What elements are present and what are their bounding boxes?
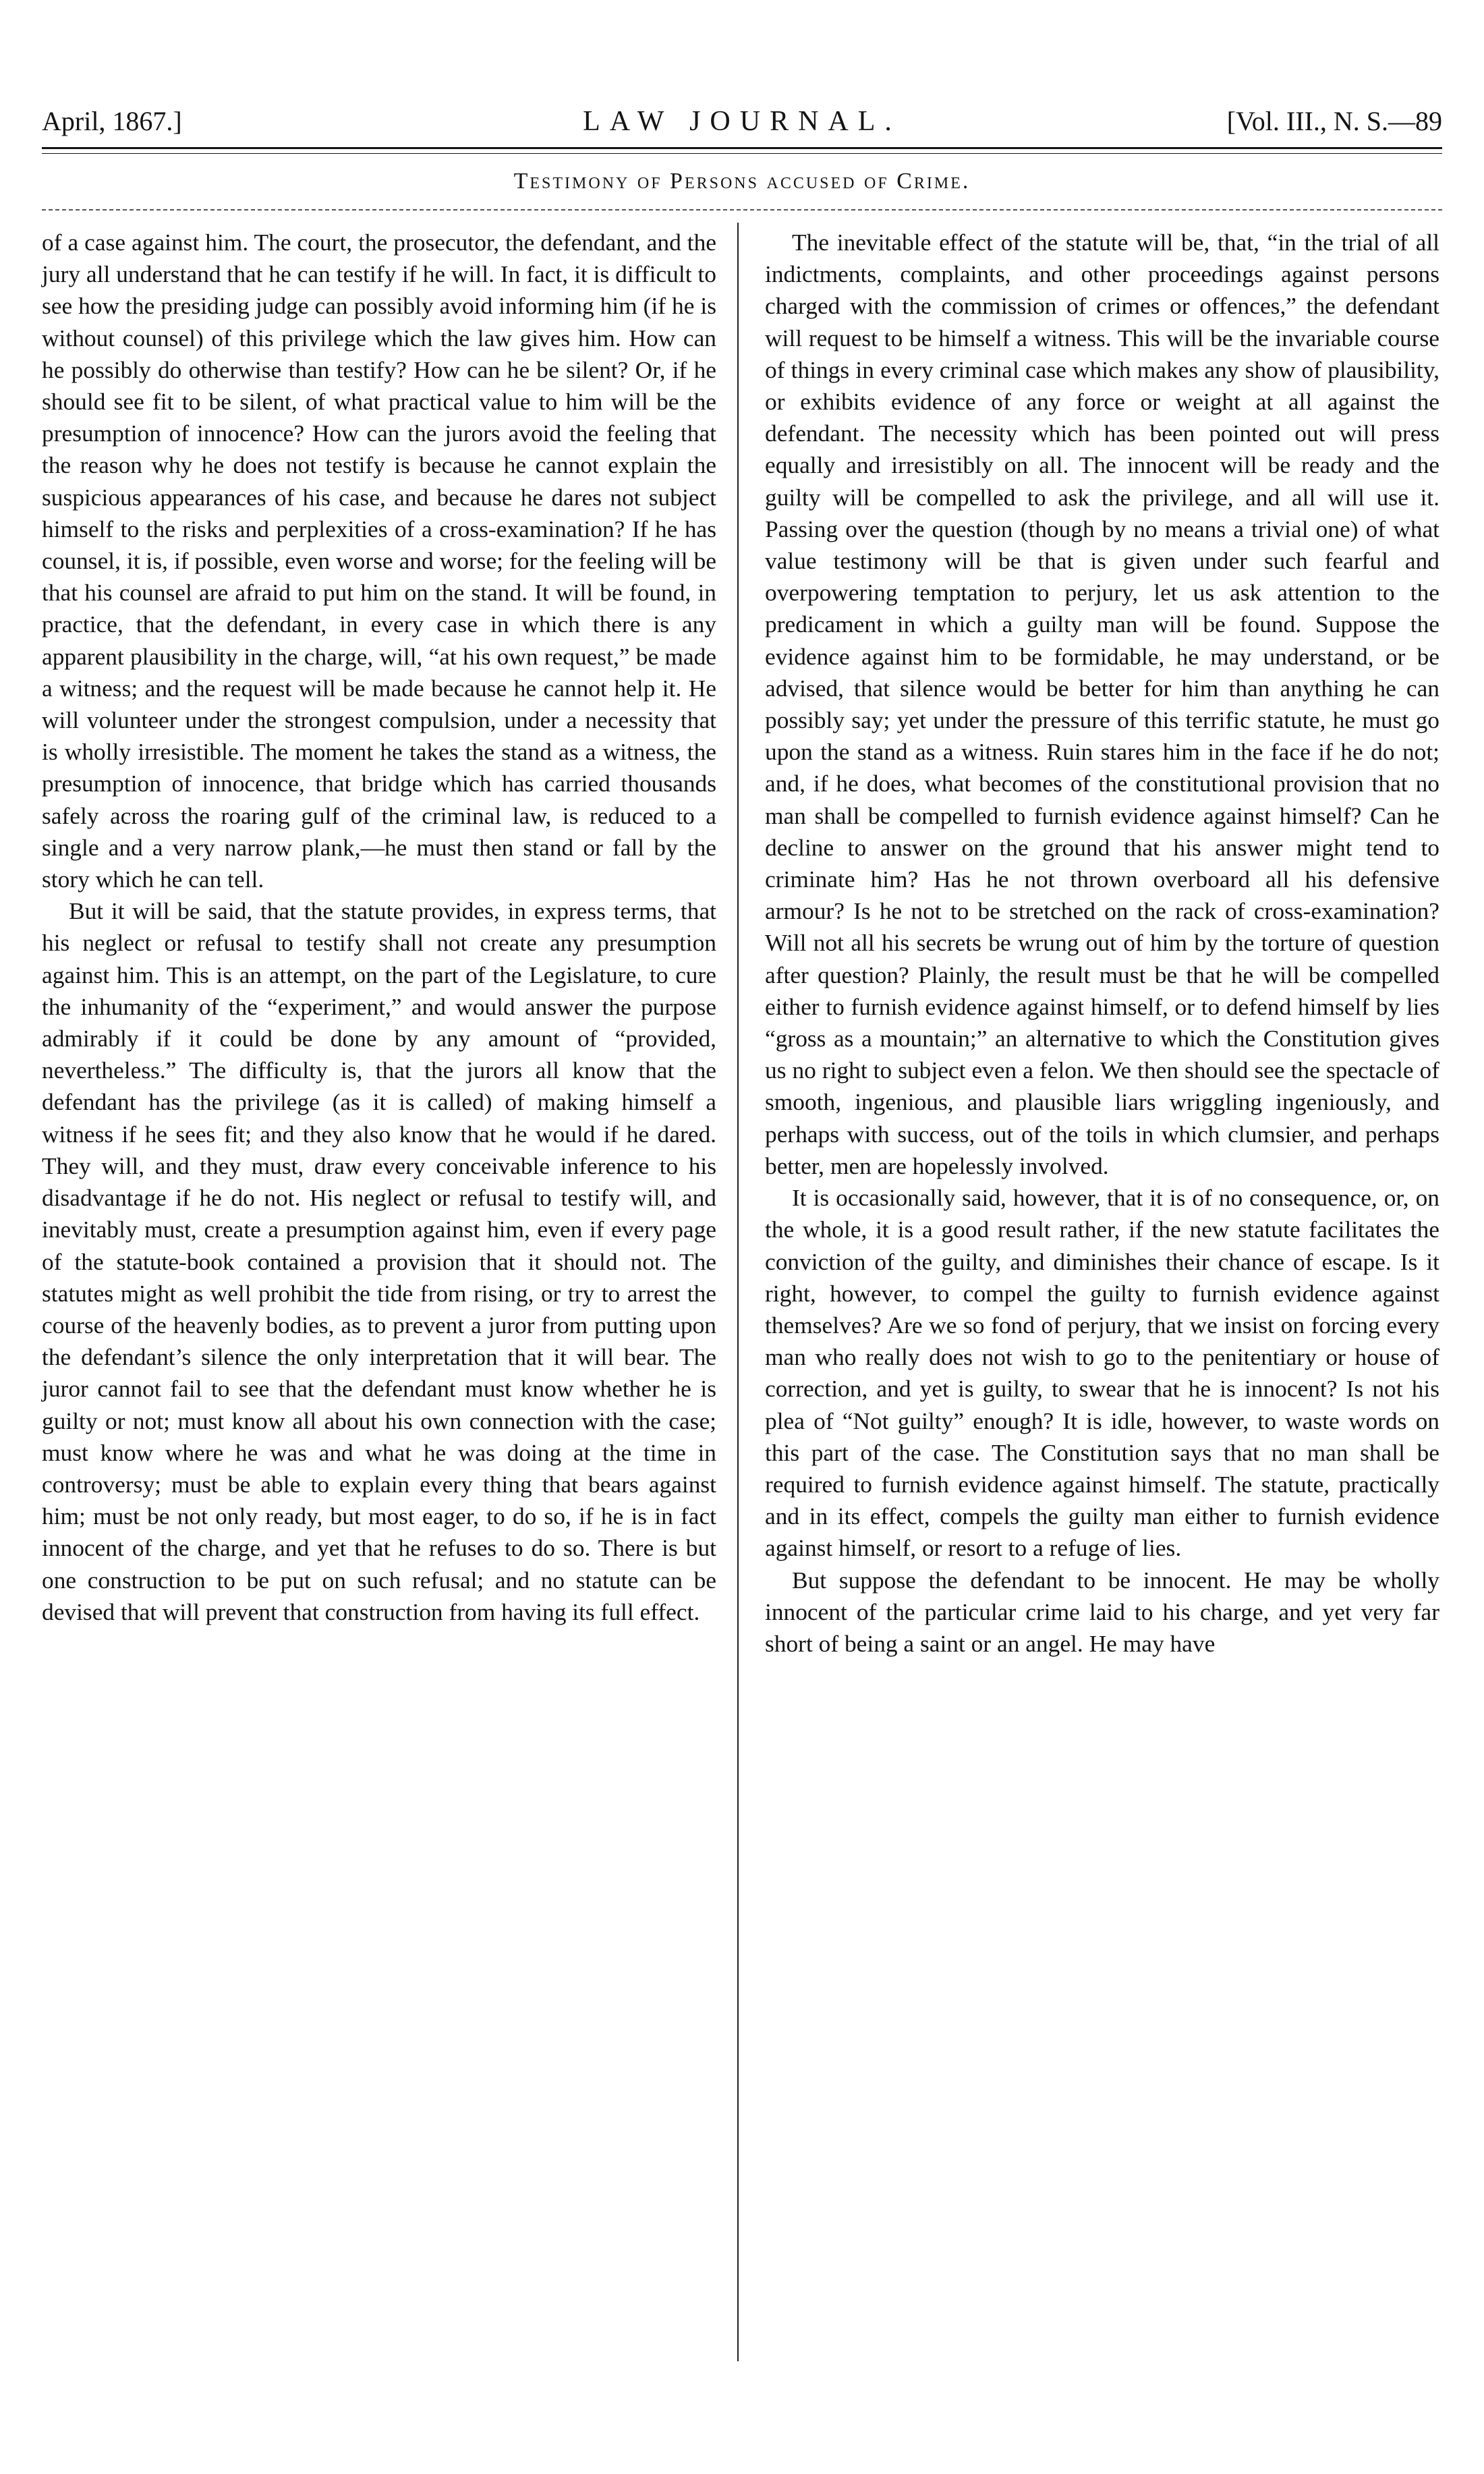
running-head	[42, 101, 1442, 142]
volume-page-number: [Vol. III., N. S.—89	[1226, 106, 1442, 136]
right-paragraph-2: It is occasionally said, however, that it is of no consequence, or, on the whole, it is a good result rather, if the new statute facilitates the conviction of the guilty, and diminishes their chance of escape. Is it right, however, to compel the guilty to furnish evidence against themselves? Are we so fond of perjury, that we insist on forcing every man who really does not wish to go to the penitentiary or house of correction, and yet is guilty, to swear that he is innocent? Is not his plea of “Not guilty” enough? It is idle, however, to waste words on this part of the case. The Constitution says that no man shall be required to furnish evidence against himself. The statute, practically and in its effect, compels the guilty man either to furnish evidence against himself, or resort to a refuge of lies.	[765, 1184, 1439, 1562]
left-column	[42, 227, 716, 1628]
journal-title: LAW JOURNAL.	[583, 106, 901, 137]
header-double-rule	[42, 147, 1442, 154]
right-column	[765, 227, 1439, 1660]
right-paragraph-3: But suppose the defendant to be innocent. He may be wholly innocent of the particular crime laid to his charge, and yet very far short of being a saint or an angel. He may have	[765, 1566, 1439, 1657]
issue-date: April, 1867.]	[42, 106, 182, 136]
right-paragraph-1: The inevitable effect of the statute will be, that, “in the trial of all indictments, complaints, and other proceedings against persons charged with the commission of crimes or offences,” the defendant will request to be himself a witness. This will be the invariable course of things in every criminal case which makes any show of plausibility, or exhibits evidence of any force or weight at all against the defendant. The necessity which has been pointed out will press equally and irresistibly on all. The innocent will be ready and the guilty will be compelled to ask the privilege, and all will use it. Passing over the question (though by no means a trivial one) of what value testimony will be that is given under such fearful and overpowering temptation to perjury, let us ask attention to the predicament in which a guilty man will be found. Suppose the evidence against him to be formidable, he may understand, or be advised, that silence would be better for him than anything he can possibly say; yet under the pressure of this terrific statute, he must go upon the stand as a witness. Ruin stares him in the face if he do not; and, if he does, what becomes of the constitutional provision that no man shall be compelled to furnish evidence against himself? Can he decline to answer on the ground that his answer might tend to criminate him? Has he not thrown overboard all his defensive armour? Is he not to be stretched on the rack of cross-examination? Will not all his secrets be wrung out of him by the torture of question after question? Plainly, the result must be that he will be compelled either to furnish evidence against himself, or to defend himself by lies “gross as a mountain;” an alternative to which the Constitution gives us no right to subject even a felon. We then should see the spectacle of smooth, ingenious, and plausible liars wriggling ingeniously, and perhaps with success, out of the toils in which clumsier, and perhaps better, men are hopelessly involved.	[765, 229, 1439, 1179]
left-paragraph-2: But it will be said, that the statute provides, in express terms, that his neglect or refusal to testify shall not create any presumption against him. This is an attempt, on the part of the Legislature, to cure the inhumanity of the “experiment,” and would answer the purpose admirably if it could be done by any amount of “provided, nevertheless.” The difficulty is, that the jurors all know that the defendant has the privilege (as it is called) of making himself a witness if he sees fit; and they also know that he would if he dared. They will, and they must, draw every conceivable inference to his disadvantage if he do not. His neglect or refusal to testify will, and inevitably must, create a presumption against him, even if every page of the statute-book contained a provision that it should not. The statutes might as well prohibit the tide from rising, or try to arrest the course of the heavenly bodies, as to prevent a juror from putting upon the defendant’s silence the only interpretation that it will bear. The juror cannot fail to see that the defendant must know whether he is guilty or not; must know all about his own connection with the case; must know where he was and what he was doing at the time in controversy; must be able to explain every thing that bears against him; must be not only ready, but most eager, to do so, if he is in fact innocent of the charge, and yet that he refuses to do so. There is but one construction to be put on such refusal; and no statute can be devised that will prevent that construction from having its full effect.	[42, 897, 716, 1625]
article-title: Testimony of Persons accused of Crime.	[513, 169, 971, 194]
left-paragraph-1: of a case against him. The court, the prosecutor, the defendant, and the jury all understand that he can testify if he will. In fact, it is difficult to see how the presiding judge can possibly avoid informing him (if he is without counsel) of this privilege which the law gives him. How can he possibly do otherwise than testify? How can he be silent? Or, if he should see fit to be silent, of what practical value to him will be the presumption of innocence? How can the jurors avoid the feeling that the reason why he does not testify is because he cannot explain the suspicious appearances of his case, and because he dares not subject himself to the risks and perplexities of a cross-examination? If he has counsel, it is, if possible, even worse and worse; for the feeling will be that his counsel are afraid to put him on the stand. It will be found, in practice, that the defendant, in every case in which there is any apparent plausibility in the charge, will, “at his own request,” be made a witness; and the request will be made because he cannot help it. He will volunteer under the strongest compulsion, under a necessity that is wholly irresistible. The moment he takes the stand as a witness, the presumption of innocence, that bridge which has carried thousands safely across the roaring gulf of the criminal law, is reduced to a single and a very narrow plank,—he must then stand or fall by the story which he can tell.	[42, 229, 716, 893]
title-dashed-rule	[42, 209, 1442, 210]
column-divider	[737, 223, 739, 2361]
